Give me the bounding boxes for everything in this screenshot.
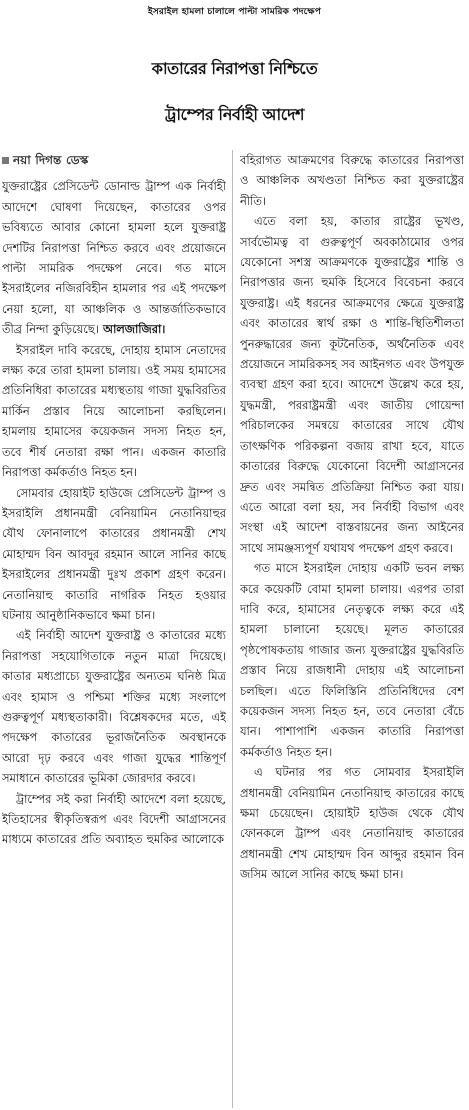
paragraph: এ ঘটনার পর গত সোমবার ইসরাইলি প্রধানমন্ত্রী বেনিয়ামিন নেতানিয়াহু কাতারের কাছে ক্ষমা চেয়েছেন। হোয়াইট হাউজ থেকে যৌথ ফোনকলে ট্রাম্প এবং নেতানিয়াহু কাতারের প্রধানমন্ত্রী শেখ মোহাম্মদ বিন আব্দুর রহমান বিন জসিম আলে সানির কাছে ক্ষমা চান। (240, 765, 464, 882)
paragraph-text: যুক্তরাষ্ট্রের প্রেসিডেন্ট ডোনাল্ড ট্রাম্প এক নির্বাহী আদেশে ঘোষণা দিয়েছেন, কাতারের ওপর ভবিষ্যতে আবার কোনো হামলা হলে যুক্তরাষ্ট্র দেশটির নিরাপত্তা নিশ্চিত করবে এবং প্রয়োজনে পাল্টা সামরিক পদক্ষেপ নেবে। গত মাসে ইসরাইলের নজিরবিহীন হামলার পর এই পদক্ষেপ নেয়া হলো, যা আঞ্চলিক ও আন্তর্জাতিকভাবে তীব্র নিন্দা কুড়িয়েছে। (2, 179, 226, 337)
paragraph: ট্রাম্পের সই করা নির্বাহী আদেশে বলা হয়েছে, ইতিহাসের স্বীকৃতিস্বরূপ এবং বিদেশী আগ্রাসনের মাধ্যমে কাতারের প্রতি অব্যাহত হুমকির আলোকে (2, 791, 226, 847)
right-column (240, 150, 464, 1108)
column-divider (232, 150, 233, 1108)
article-kicker: ইসরাইল হামলা চালালে পাল্টা সামরিক পদক্ষেপ (147, 7, 322, 17)
paragraph: এই নির্বাহী আদেশ যুক্তরাষ্ট্র ও কাতারের মধ্যে নিরাপত্তা সহযোগিতাকে নতুন মাত্রা দিয়েছে। কাতার মধ্যপ্রাচ্যে যুক্তরাষ্ট্রের অন্যতম ঘনিষ্ঠ মিত্র এবং হামাস ও পশ্চিমা শক্তির মধ্যে সংলাপে গুরুত্বপূর্ণ মধ্যস্থতাকারী। বিশ্লেষকদের মতে, এই পদক্ষেপ কাতারের ভূরাজনৈতিক অবস্থানকে আরো দৃঢ় করবে এবং গাজা যুদ্ধের শান্তিপূর্ণ সমাধানে কাতারের ভূমিকা জোরদার করবে। (2, 628, 226, 786)
source-credit: আলজাজিরা। (102, 322, 166, 337)
paragraph (2, 176, 226, 339)
paragraph: ইসরাইল দাবি করেছে, দোহায় হামাস নেতাদের লক্ষ্য করে তারা হামলা চালায়। ওই সময় হামাসের প্রতিনিধিরা কাতারের মধ্যস্থতায় গাজা যুদ্ধবিরতির মার্কিন প্রস্তাব নিয়ে আলোচনা করছিলেন। হামলায় হামাসের কয়েকজন সদস্য নিহত হন, তবে শীর্ষ নেতারা রক্ষা পান। একজন কাতারি নিরাপত্তা কর্মকর্তাও নিহত হন। (2, 342, 226, 480)
paragraph: বহিরাগত আক্রমণের বিরুদ্ধে কাতারের নিরাপত্তা ও আঞ্চলিক অখণ্ডতা নিশ্চিত করা যুক্তরাষ্ট্রের নীতি। (240, 153, 464, 208)
headline-line-2: ট্রাম্পের নির্বাহী আদেশ (164, 105, 305, 124)
byline (2, 150, 226, 170)
byline-text: নয়া দিগন্ত ডেস্ক (13, 153, 89, 167)
byline-bullet-icon (2, 157, 9, 164)
paragraph: সোমবার হোয়াইট হাউজে প্রেসিডেন্ট ট্রাম্প ও ইসরাইলি প্রধানমন্ত্রী বেনিয়ামিন নেতানিয়াহুর যৌথ ফোনালাপে কাতারের প্রধানমন্ত্রী শেখ মোহাম্মদ বিন আবদুর রহমান আলে সানির কাছে ইসরাইলের প্রধানমন্ত্রী দুঃখ প্রকাশ গ্রহণ করেন। নেতানিয়াহু কাতারি নাগরিক নিহত হওয়ার ঘটনায় আনুষ্ঠানিকভাবে ক্ষমা চান। (2, 485, 226, 622)
paragraph: এতে বলা হয়, কাতার রাষ্ট্রের ভূখণ্ড, সার্বভৌমত্ব বা গুরুত্বপূর্ণ অবকাঠামোর ওপর যেকোনো সশস্ত্র আক্রমণকে যুক্তরাষ্ট্রের শান্তি ও নিরাপত্তার জন্য হুমকি হিসেবে বিবেচনা করবে যুক্তরাষ্ট্র। এই ধরনের আক্রমণের ক্ষেত্রে যুক্তরাষ্ট্র এবং কাতারের স্বার্থ রক্ষা ও শান্তি-স্থিতিশীলতা পুনরুদ্ধারের জন্য কূটনৈতিক, অর্থনৈতিক এবং প্রয়োজনে সামরিকসহ সব আইনগত এবং উপযুক্ত ব্যবস্থা গ্রহণ করা হবে। আদেশে উল্লেখ করে হয়, যুদ্ধমন্ত্রী, পররাষ্ট্রমন্ত্রী এবং জাতীয় গোয়েন্দা পরিচালকের সমন্বয়ে কাতারের সাথে যৌথ তাৎক্ষণিক পরিকল্পনা বজায় রাখা হবে, যাতে কাতারের বিরুদ্ধে যেকোনো বিদেশী আগ্রাসনের দ্রুত এবং সমন্বিত প্রতিক্রিয়া নিশ্চিত করা যায়। এতে আরো বলা হয়, সব নির্বাহী বিভাগ এবং সংস্থা এই আদেশ বাস্তবায়নের জন্য আইনের সাথে সামঞ্জস্যপূর্ণ যথাযথ পদক্ষেপ গ্রহণ করবে। (240, 214, 464, 555)
paragraph: গত মাসে ইসরাইল দোহায় একটি ভবন লক্ষ্য করে কয়েকটি বোমা হামলা চালায়। এরপর তারা দাবি করে, হামাসের নেতৃত্বকে লক্ষ্য করে এই হামলা চালানো হয়েছে। মূলত কাতারের পৃষ্ঠপোষকতায় গাজার জন্য যুক্তরাষ্ট্রের যুদ্ধবিরতি প্রস্তাব নিয়ে রাজধানী দোহায় এই আলোচনা চলছিল। এতে ফিলিস্তিনি প্রতিনিধিদের বেশ কয়েকজন সদস্য নিহত হন, তবে নেতারা বেঁচে যান। পাশাপাশি একজন কাতারি নিরাপত্তা কর্মকর্তাও নিহত হন। (240, 561, 464, 759)
left-column (2, 150, 226, 1108)
headline-line-1: কাতারের নিরাপত্তা নিশ্চিতে (151, 59, 318, 78)
